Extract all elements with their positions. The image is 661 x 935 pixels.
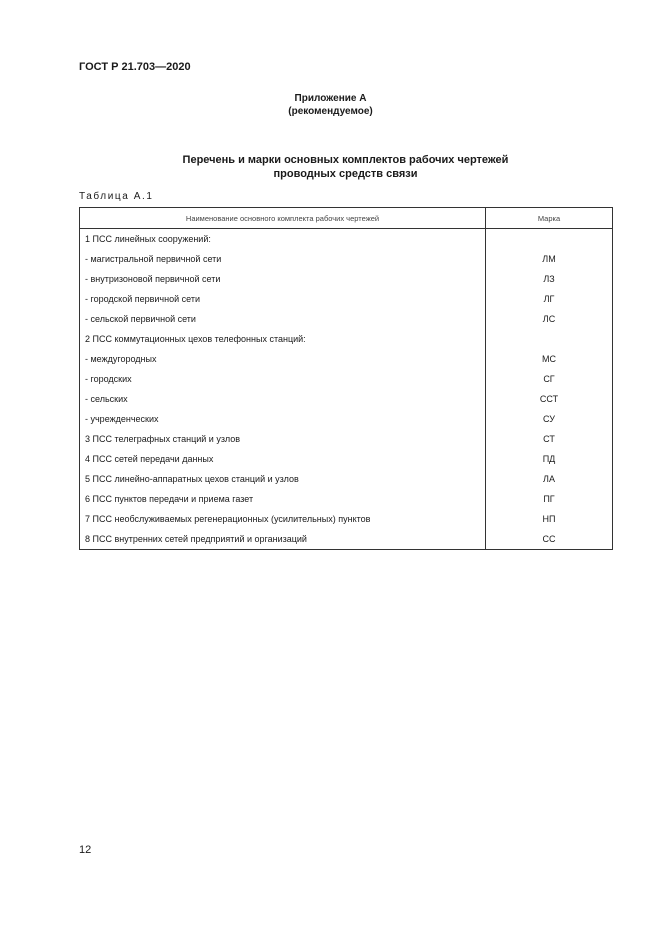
row-name-cell: - городской первичной сети: [80, 289, 486, 309]
table-row: [80, 349, 613, 369]
row-name-cell: 2 ПСС коммутационных цехов телефонных станций:: [80, 329, 486, 349]
row-name-cell: - внутризоновой первичной сети: [80, 269, 486, 289]
column-header-name: Наименование основного комплекта рабочих чертежей: [80, 208, 486, 229]
row-name-cell: 6 ПСС пунктов передачи и приема газет: [80, 489, 486, 509]
row-mark-cell: НП: [486, 509, 613, 529]
section-heading: [0, 153, 661, 181]
annex-title: Приложение А: [294, 93, 367, 104]
table-row: [80, 449, 613, 469]
table-row: [80, 509, 613, 529]
row-mark-cell: ЛЗ: [486, 269, 613, 289]
table-row: [80, 289, 613, 309]
row-name-cell: 8 ПСС внутренних сетей предприятий и организаций: [80, 529, 486, 550]
row-name-cell: - учрежденческих: [80, 409, 486, 429]
table-row: [80, 429, 613, 449]
table-row: [80, 409, 613, 429]
row-name-cell: 7 ПСС необслуживаемых регенерационных (усилительных) пунктов: [80, 509, 486, 529]
standard-designation: ГОСТ Р 21.703—2020: [79, 61, 191, 73]
table-row: [80, 529, 613, 550]
row-name-cell: - магистральной первичной сети: [80, 249, 486, 269]
row-mark-cell: ЛА: [486, 469, 613, 489]
row-mark-cell: [486, 229, 613, 250]
table-row: [80, 469, 613, 489]
row-mark-cell: СС: [486, 529, 613, 550]
row-mark-cell: ЛМ: [486, 249, 613, 269]
table-row: [80, 269, 613, 289]
table-caption: Таблица А.1: [79, 191, 154, 202]
row-name-cell: - городских: [80, 369, 486, 389]
table-header-row: [80, 208, 613, 229]
column-header-mark: Марка: [486, 208, 613, 229]
section-heading-line-2: проводных средств связи: [273, 168, 418, 180]
table-row: [80, 389, 613, 409]
table-row: [80, 369, 613, 389]
table-row: [80, 249, 613, 269]
row-mark-cell: ЛС: [486, 309, 613, 329]
annex-subtitle: (рекомендуемое): [288, 106, 373, 117]
row-mark-cell: МС: [486, 349, 613, 369]
row-name-cell: 3 ПСС телеграфных станций и узлов: [80, 429, 486, 449]
table-row: [80, 229, 613, 250]
table-row: [80, 489, 613, 509]
section-heading-line-1: Перечень и марки основных комплектов рабочих чертежей: [182, 154, 509, 166]
page-number: 12: [79, 844, 92, 856]
row-mark-cell: СУ: [486, 409, 613, 429]
row-mark-cell: ПГ: [486, 489, 613, 509]
marks-table: [79, 207, 613, 550]
annex-header: [0, 92, 661, 118]
row-name-cell: 4 ПСС сетей передачи данных: [80, 449, 486, 469]
row-mark-cell: СТ: [486, 429, 613, 449]
row-mark-cell: ПД: [486, 449, 613, 469]
row-name-cell: 1 ПСС линейных сооружений:: [80, 229, 486, 250]
row-name-cell: - сельских: [80, 389, 486, 409]
row-name-cell: - сельской первичной сети: [80, 309, 486, 329]
table-row: [80, 309, 613, 329]
row-mark-cell: СГ: [486, 369, 613, 389]
row-mark-cell: ЛГ: [486, 289, 613, 309]
row-mark-cell: [486, 329, 613, 349]
table-body: [80, 229, 613, 550]
table-row: [80, 329, 613, 349]
row-name-cell: - междугородных: [80, 349, 486, 369]
row-name-cell: 5 ПСС линейно-аппаратных цехов станций и узлов: [80, 469, 486, 489]
row-mark-cell: ССТ: [486, 389, 613, 409]
